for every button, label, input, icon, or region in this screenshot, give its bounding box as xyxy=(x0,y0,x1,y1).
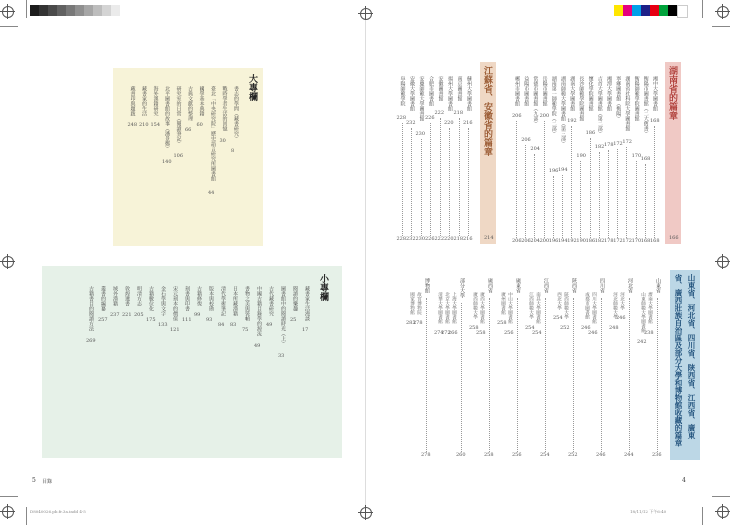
leader-dots xyxy=(545,298,546,453)
jiangsu-entry-page-end: 230 xyxy=(415,236,426,242)
registration-mark-icon xyxy=(360,8,372,20)
hunan-entry: 湘中大學圖書館 xyxy=(652,76,658,111)
jiangsu-entry: 安慶師範大學圖書館 xyxy=(418,76,425,121)
registration-mark-icon xyxy=(717,6,729,18)
hunan-entry: 衡陽師範學院圖書館 xyxy=(633,76,640,121)
big-column-entry: 北平圖書館的故事（潘景鄭） xyxy=(164,86,170,151)
hunan-entry: 湘潭大學圖書館 xyxy=(606,76,612,111)
small-column-entry: 閱讀的樂趣 xyxy=(292,286,298,311)
big-column-entry-page: 8 xyxy=(231,148,235,155)
small-column-entry-page: 205 xyxy=(134,311,144,318)
hunan-entry-page-end: 182 xyxy=(594,238,605,244)
small-column-entry: 古代藏書研究 xyxy=(268,286,274,316)
big-column-box xyxy=(113,68,263,246)
leader-dots xyxy=(553,176,554,238)
small-column-entry: 日本所藏漢籍 xyxy=(232,286,238,316)
hunan-entry-page-end: 170 xyxy=(631,238,642,244)
leader-dots xyxy=(461,303,462,452)
hunan-entry: 寧鄉圖書館（衡陽） xyxy=(615,76,622,121)
hunan-entry: 岳陽市圖書館 xyxy=(541,76,548,106)
small-column-entry-page: 49 xyxy=(254,343,261,349)
registration-mark-icon xyxy=(717,506,729,518)
grey-swatch xyxy=(48,5,57,16)
small-column-entry: 藏書家生活漫談 xyxy=(304,286,310,321)
hunan-entry-page: 170 xyxy=(631,152,642,159)
big-column-entry: 藏書印與題跋 xyxy=(129,86,136,116)
shandong-sub-page: 258 xyxy=(497,320,507,326)
small-column-entry: 古籍書目的閱讀方法 xyxy=(88,286,94,331)
shandong-sub-entry: 故宮博物院 xyxy=(416,292,422,315)
small-column-entry-page: 33 xyxy=(278,353,285,360)
small-column-title: 小專欄 xyxy=(318,274,328,301)
small-column-entry-page: 111 xyxy=(182,317,192,323)
small-column-entry-page: 17 xyxy=(302,327,309,334)
shandong-province: 博物館 xyxy=(424,278,430,293)
leader-dots xyxy=(430,123,431,236)
shandong-sub-page: 246 xyxy=(588,329,598,336)
shandong-sub-page: 272 xyxy=(441,329,451,336)
shandong-sub-page: 246 xyxy=(581,324,591,331)
big-column-entry-page: 30 xyxy=(219,137,226,144)
shandong-sub-entry: 濟南大學圖書館 xyxy=(647,292,653,324)
hunan-entry-page: 182 xyxy=(594,144,605,151)
registration-mark-icon xyxy=(2,256,14,268)
hunan-entry-page-end: 196 xyxy=(548,238,559,244)
big-column-entry: 藏書家的生活 xyxy=(141,86,147,116)
leader-dots xyxy=(571,126,572,238)
small-column-entry-page: 237 xyxy=(110,311,120,318)
leader-dots xyxy=(449,128,450,236)
shandong-sub-entry: 北京大學圖書館 xyxy=(444,292,450,324)
hunan-entry-page: 190 xyxy=(576,152,586,159)
leader-dots xyxy=(645,164,646,238)
hunan-entry-page: 206 xyxy=(521,137,531,144)
small-column-entry: 圖書館中的閱讀時光（上） xyxy=(280,286,286,346)
shandong-province-page: 278 xyxy=(421,452,431,458)
grey-swatch xyxy=(93,5,102,16)
leader-dots xyxy=(580,161,581,238)
running-head: 目錄 xyxy=(42,479,53,485)
jiangsu-entry-page: 230 xyxy=(415,130,426,137)
hunan-entry-page-end: 190 xyxy=(576,238,586,244)
jiangsu-title: 江蘇省、安徽省的篇章 xyxy=(482,66,492,156)
hunan-entry-page-end: 172 xyxy=(622,238,632,244)
shandong-province: 江西省 xyxy=(543,278,549,293)
leader-dots xyxy=(599,152,600,238)
hunan-entry-page: 194 xyxy=(558,166,568,173)
leader-dots xyxy=(654,126,655,238)
leader-dots xyxy=(411,128,412,236)
small-column-entry: 古籍修復 xyxy=(196,286,202,306)
color-swatch xyxy=(650,5,659,16)
jiangsu-entry: 合肥市圖書館 xyxy=(428,76,434,106)
shandong-sub-page: 254 xyxy=(525,324,535,331)
small-column-entry-page: 25 xyxy=(290,317,297,323)
shandong-sub-page: 256 xyxy=(504,329,514,336)
shandong-sub-entry: 江西師範大學 xyxy=(528,292,534,319)
small-column-entry-page: 75 xyxy=(242,327,249,334)
shandong-sub-page: 242 xyxy=(637,339,647,346)
leader-dots xyxy=(421,139,422,236)
shandong-section-banner xyxy=(670,270,700,460)
hunan-entry-page-end: 204 xyxy=(530,238,540,244)
hunan-entry-page: 196 xyxy=(548,168,559,175)
shandong-sub-entry: 廣西師範大學 xyxy=(472,292,478,319)
hunan-entry-page-end: 206 xyxy=(521,238,531,244)
jiangsu-entry: 安徽圖書館 xyxy=(437,76,444,101)
hunan-entry: 益陽市圖書館 xyxy=(523,76,530,106)
jiangsu-entry-page-end: 216 xyxy=(463,236,473,242)
leader-dots xyxy=(562,175,563,238)
hunan-entry: 湖南大學圖書館 xyxy=(569,76,576,111)
jiangsu-entry-page: 228 xyxy=(396,115,407,122)
grey-swatch xyxy=(66,5,75,16)
shandong-sub-page: 254 xyxy=(532,329,542,336)
small-column-entry: 金石學與文字 xyxy=(160,286,166,316)
big-column-entry: 古典文獻的整理 xyxy=(187,86,193,121)
color-swatch xyxy=(659,5,668,16)
hunan-title: 湖南省的篇章 xyxy=(667,66,677,120)
jiangsu-entry: 阜陽師範學院 xyxy=(399,76,406,106)
hunan-entry-page: 168 xyxy=(640,156,651,163)
small-column-entry: 書物之美與裝幀 xyxy=(244,286,250,321)
grey-swatch xyxy=(111,5,120,16)
small-column-entry-page: 175 xyxy=(146,317,156,323)
shandong-province-page: 236 xyxy=(652,452,662,458)
small-column-entry: 敦煌遺書 xyxy=(124,286,130,306)
color-swatch xyxy=(623,5,632,16)
grey-swatch xyxy=(30,5,39,16)
color-swatch xyxy=(668,5,677,16)
shandong-sub-entry: 清華大學圖書館 xyxy=(437,292,443,324)
leader-dots xyxy=(426,298,427,453)
shandong-sub-entry: 陝西師範大學 xyxy=(563,292,569,319)
hunan-entry-page: 178 xyxy=(604,142,614,149)
small-column-entry: 刻書與印書 xyxy=(184,286,190,311)
hunan-entry: 懷化學院圖書館 xyxy=(587,76,594,111)
hunan-entry: 郴州市圖書館 xyxy=(514,76,520,106)
shandong-province-page: 254 xyxy=(540,452,550,458)
shandong-sub-page: 258 xyxy=(476,329,486,336)
shandong-province: 山東省 xyxy=(655,278,661,293)
shandong-sub-entry: 廣西大學圖書館 xyxy=(479,292,485,324)
hunan-entry-page-end: 206 xyxy=(512,238,522,244)
leader-dots xyxy=(402,123,403,236)
hunan-entry: 湖南第一師範學院（二部） xyxy=(550,76,557,136)
hunan-entry-page: 172 xyxy=(613,140,623,147)
grey-swatch xyxy=(39,5,48,16)
leader-dots xyxy=(534,154,535,238)
hunan-entry: 湖南師範大學圖書館（第三部） xyxy=(560,76,566,146)
hunan-entry: 長沙師範學院圖書館 xyxy=(578,76,585,121)
page-number-left: 5 xyxy=(32,477,36,484)
small-column-entry-page: 83 xyxy=(230,322,237,329)
hunan-entry-page-end: 178 xyxy=(604,238,614,244)
hunan-entry-page: 168 xyxy=(650,118,660,125)
small-column-entry: 古籍數位化 xyxy=(148,286,154,311)
shandong-province-page: 246 xyxy=(596,452,606,458)
leader-dots xyxy=(468,128,469,236)
hunan-entry-page: 172 xyxy=(622,139,632,146)
slug-file: D8040026.pb.fr.3a.indd 4-5 xyxy=(30,509,86,514)
shandong-province-page: 258 xyxy=(484,452,494,458)
big-column-entry-page: 66 xyxy=(185,127,192,134)
registration-mark-icon xyxy=(2,6,14,18)
shandong-sub-entry: 河北大學 xyxy=(619,292,625,310)
color-swatch xyxy=(641,5,650,16)
big-column-entry: 研究室的日常（閱讀筆記） xyxy=(175,86,182,146)
leader-dots xyxy=(590,138,591,238)
hunan-entry: 常德市圖書館（九部） xyxy=(532,76,539,126)
grey-swatch xyxy=(84,5,93,16)
jiangsu-entry: 南京圖書館 xyxy=(456,76,463,101)
shandong-province-page: 260 xyxy=(456,452,466,458)
small-column-entry-page: 121 xyxy=(170,327,180,334)
spine-fold xyxy=(365,20,366,505)
small-column-box xyxy=(42,266,342,458)
jiangsu-entry-page: 222 xyxy=(434,110,445,116)
jiangsu-entry-page: 218 xyxy=(453,110,464,116)
shandong-sub-page: 258 xyxy=(469,324,479,331)
jiangsu-section-banner xyxy=(480,62,496,244)
shandong-province: 陝西省 xyxy=(571,278,577,293)
jiangsu-page: 214 xyxy=(484,235,494,241)
small-column-entry-page: 49 xyxy=(266,322,273,329)
shandong-sub-page: 266 xyxy=(448,329,458,336)
shandong-province: 四川省 xyxy=(599,278,605,293)
leader-dots xyxy=(601,298,602,453)
leader-dots xyxy=(657,298,658,453)
leader-dots xyxy=(516,121,517,238)
leader-dots xyxy=(626,147,627,238)
jiangsu-entry-page: 220 xyxy=(444,120,454,127)
color-swatch xyxy=(632,5,641,16)
slug-date: 18/11/12 下午6:40 xyxy=(630,509,667,514)
hunan-entry-page-end: 192 xyxy=(567,238,577,244)
shandong-sub-entry: 西北大學 xyxy=(556,292,562,310)
jiangsu-entry: 揚州大學圖書館 xyxy=(447,76,453,111)
big-column-entry: 書志的學問（藏書研究） xyxy=(233,86,239,141)
jiangsu-entry: 蘇州大學圖書館 xyxy=(466,76,472,111)
shandong-sub-entry: 成都市圖書館 xyxy=(584,292,590,319)
jiangsu-entry-page-end: 218 xyxy=(453,236,464,242)
leader-dots xyxy=(517,298,518,453)
jiangsu-entry: 安徽大學圖書館 xyxy=(409,76,415,111)
shandong-province-page: 252 xyxy=(568,452,578,458)
hunan-entry-page-end: 172 xyxy=(613,238,623,244)
hunan-entry-page-end: 194 xyxy=(558,238,568,244)
shandong-sub-entry: 河北師範大學 xyxy=(612,292,618,319)
leader-dots xyxy=(525,145,526,238)
big-column-entry: 國學基本典籍 xyxy=(198,86,205,116)
color-swatch xyxy=(614,5,623,16)
big-column-title: 大專欄 xyxy=(247,74,257,101)
small-column-entry: 叢書的編纂 xyxy=(100,286,106,311)
hunan-entry-page: 204 xyxy=(530,146,540,152)
hunan-entry-page-end: 200 xyxy=(539,238,550,244)
big-column-entry: 戰時學者生活的回憶 xyxy=(221,86,228,131)
shandong-sub-entry: 山東師範大學圖書館 xyxy=(640,292,646,333)
leader-dots xyxy=(459,118,460,236)
hunan-entry-page: 200 xyxy=(539,113,550,120)
big-column-entry: 臺北「中央研究院」歷史語言研究所圖書館 xyxy=(210,86,216,181)
big-column-entry-page: 44 xyxy=(208,189,215,196)
big-column-entry-page: 140 xyxy=(162,158,172,165)
shandong-sub-page: 252 xyxy=(560,324,570,331)
small-column-entry: 域外漢籍 xyxy=(112,286,118,306)
small-column-entry-page: 133 xyxy=(158,322,168,329)
hunan-entry: 吉首大學圖書館（第二部） xyxy=(596,76,603,136)
grey-swatch xyxy=(102,5,111,16)
hunan-entry: 衡陽市圖書館（二大舊書） xyxy=(642,76,649,136)
small-column-entry: 明清方志 xyxy=(136,286,142,306)
shandong-province: 部分大學 xyxy=(459,278,465,298)
big-column-entry-page: 248 xyxy=(127,122,138,129)
hunan-entry-page: 186 xyxy=(585,130,596,137)
big-column-entry-page: 154 xyxy=(150,122,161,129)
small-column-entry-page: 93 xyxy=(206,317,213,323)
big-column-entry: 海外漢籍研究 xyxy=(152,86,159,116)
shandong-sub-page: 254 xyxy=(553,315,563,322)
hunan-section-banner xyxy=(665,62,681,244)
hunan-entry-page-end: 168 xyxy=(640,238,651,244)
leader-dots xyxy=(629,298,630,453)
hunan-entry-page-end: 168 xyxy=(650,238,660,244)
shandong-sub-page: 278 xyxy=(413,320,423,326)
hunan-entry-page: 192 xyxy=(567,118,577,125)
leader-dots xyxy=(440,118,441,236)
jiangsu-entry-page-end: 226 xyxy=(425,236,435,242)
shandong-sub-page: 246 xyxy=(616,315,626,322)
jiangsu-entry-page-end: 222 xyxy=(434,236,445,242)
leader-dots xyxy=(608,150,609,238)
registration-mark-icon xyxy=(717,256,729,268)
small-column-entry-page: 257 xyxy=(98,317,108,323)
small-column-entry: 中國古籍目錄學的源流 xyxy=(256,286,262,336)
shandong-province-page: 244 xyxy=(624,452,634,458)
small-column-entry-page: 99 xyxy=(194,311,201,318)
color-swatch xyxy=(677,5,688,18)
small-column-entry: 清代學術筆記 xyxy=(220,286,226,316)
big-column-entry-page: 106 xyxy=(173,153,184,160)
hunan-entry: 湖南省社科院大學圖書館 xyxy=(624,76,631,131)
shandong-sub-page: 283 xyxy=(406,320,416,326)
hunan-entry-page: 206 xyxy=(512,113,522,120)
shandong-sub-entry: 四川大學圖書館 xyxy=(591,292,597,324)
shandong-province: 廣東省 xyxy=(515,278,521,293)
grey-swatch xyxy=(57,5,66,16)
jiangsu-entry-page-end: 220 xyxy=(444,236,454,242)
shandong-sub-page: 274 xyxy=(434,329,444,336)
leader-dots xyxy=(544,121,545,238)
shandong-province: 河北省 xyxy=(627,278,633,293)
shandong-province: 廣西省 xyxy=(487,278,493,293)
page-number-right: 4 xyxy=(682,477,686,484)
shandong-sub-entry: 上海大學圖書館 xyxy=(451,292,457,324)
shandong-sub-page: 238 xyxy=(644,329,654,336)
shandong-sub-entry: 廣州圖書館 xyxy=(500,292,506,315)
hunan-page: 166 xyxy=(669,235,679,241)
leader-dots xyxy=(489,298,490,453)
registration-mark-icon xyxy=(360,507,372,519)
jiangsu-entry-page-end: 228 xyxy=(396,236,407,242)
hunan-entry-page-end: 186 xyxy=(585,238,596,244)
jiangsu-entry-page: 216 xyxy=(463,120,473,127)
big-column-entry-page: 210 xyxy=(139,122,149,129)
small-column-entry-page: 84 xyxy=(218,322,225,329)
leader-dots xyxy=(617,149,618,238)
jiangsu-entry-page-end: 232 xyxy=(406,236,416,242)
jiangsu-entry-page: 226 xyxy=(425,115,435,122)
leader-dots xyxy=(573,298,574,453)
registration-mark-icon xyxy=(2,506,14,518)
big-column-entry-page: 60 xyxy=(196,122,203,129)
leader-dots xyxy=(636,161,637,238)
shandong-sub-entry: 南昌大學圖書館 xyxy=(535,292,541,324)
small-column-entry: 版本與校勘 xyxy=(208,286,214,311)
shandong-sub-entry: 國家博物館 xyxy=(409,292,415,315)
shandong-title: 山東省、河北省、四川省、陝西省、江西省、廣東省、廣西壯族自治區及部分大學和博物館收藏的篇章 xyxy=(674,274,696,447)
grey-swatch xyxy=(75,5,84,16)
small-column-entry: 宋元刻本的價值 xyxy=(172,286,178,321)
jiangsu-entry-page: 232 xyxy=(406,120,416,127)
shandong-province-page: 256 xyxy=(512,452,522,458)
shandong-sub-page: 248 xyxy=(609,324,619,331)
shandong-sub-entry: 中山大學圖書館 xyxy=(507,292,513,324)
small-column-entry-page: 269 xyxy=(86,337,96,344)
small-column-entry-page: 221 xyxy=(122,311,132,318)
